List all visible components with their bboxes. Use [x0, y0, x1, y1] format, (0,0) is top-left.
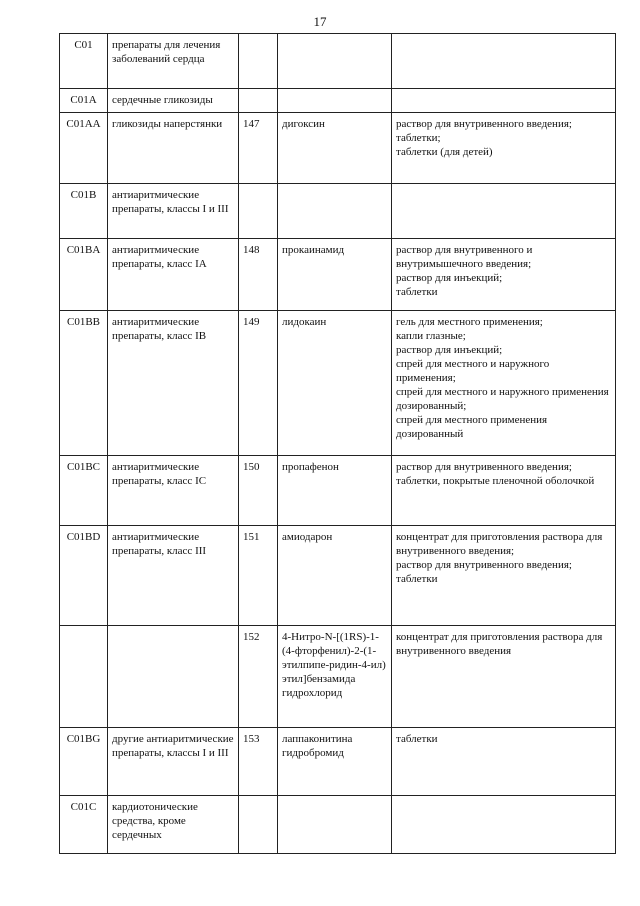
dosage-form: спрей для местного применения дозированный	[396, 414, 548, 440]
table-row	[60, 796, 616, 854]
atc-code: C01	[60, 34, 108, 89]
dosage-form: таблетки (для детей)	[396, 146, 493, 158]
drug-name: лаппаконитина гидробромид	[278, 728, 392, 796]
table-row	[60, 239, 616, 311]
dosage-form: гель для местного применения;	[396, 316, 543, 328]
atc-code: C01B	[60, 184, 108, 239]
dosage-form: таблетки;	[396, 132, 441, 144]
atc-code: C01C	[60, 796, 108, 854]
drug-name: пропафенон	[278, 456, 392, 526]
row-number	[239, 796, 278, 854]
dosage-form: спрей для местного и наружного применения дозированный;	[396, 386, 609, 412]
drug-name: прокаинамид	[278, 239, 392, 311]
dosage-form: раствор для внутривенного введения;	[396, 118, 572, 130]
table-row	[60, 113, 616, 184]
atc-group: гликозиды наперстянки	[108, 113, 239, 184]
atc-code: C01BG	[60, 728, 108, 796]
row-number: 153	[239, 728, 278, 796]
atc-group: сердечные гликозиды	[108, 89, 239, 113]
drug-name	[278, 796, 392, 854]
row-number: 149	[239, 311, 278, 456]
row-number	[239, 184, 278, 239]
row-number	[239, 89, 278, 113]
drug-name	[278, 184, 392, 239]
table-row	[60, 526, 616, 626]
table-row	[60, 34, 616, 89]
page-number: 17	[313, 14, 327, 29]
drug-table	[59, 33, 616, 854]
drug-name	[278, 34, 392, 89]
atc-code: C01BB	[60, 311, 108, 456]
dosage-form: спрей для местного и наружного применения;	[396, 358, 550, 384]
table-row	[60, 626, 616, 728]
atc-group: антиаритмические препараты, классы I и III	[108, 184, 239, 239]
row-number: 150	[239, 456, 278, 526]
row-number	[239, 34, 278, 89]
dosage-form: раствор для внутривенного и внутримышечного введения;	[396, 244, 533, 270]
dosage-forms	[392, 626, 616, 728]
dosage-form: концентрат для приготовления раствора для внутривенного введения;	[396, 531, 603, 557]
atc-group: антиаритмические препараты, класс IA	[108, 239, 239, 311]
table-row	[60, 184, 616, 239]
row-number: 147	[239, 113, 278, 184]
dosage-forms	[392, 113, 616, 184]
dosage-form: концентрат для приготовления раствора для внутривенного введения	[396, 631, 603, 657]
table-row	[60, 89, 616, 113]
table-row	[60, 728, 616, 796]
atc-group: препараты для лечения заболеваний сердца	[108, 34, 239, 89]
row-number: 148	[239, 239, 278, 311]
dosage-form: раствор для внутривенного введения;	[396, 559, 572, 571]
dosage-forms	[392, 311, 616, 456]
dosage-form: раствор для внутривенного введения;	[396, 461, 572, 473]
dosage-form: таблетки, покрытые пленочной оболочкой	[396, 475, 595, 487]
atc-code	[60, 626, 108, 728]
atc-code: C01BD	[60, 526, 108, 626]
atc-group: другие антиаритмические препараты, классы I и III	[108, 728, 239, 796]
drug-name: дигоксин	[278, 113, 392, 184]
drug-name: амиодарон	[278, 526, 392, 626]
atc-group: антиаритмические препараты, класс IB	[108, 311, 239, 456]
dosage-forms	[392, 526, 616, 626]
dosage-form: таблетки	[396, 733, 438, 745]
drug-name: 4-Нитро-N-[(1RS)-1-(4-фторфенил)-2-(1-этилпипе-ридин-4-ил) этил]бензамида гидрохлорид	[278, 626, 392, 728]
atc-code: C01BA	[60, 239, 108, 311]
atc-group: антиаритмические препараты, класс IC	[108, 456, 239, 526]
dosage-forms	[392, 239, 616, 311]
dosage-forms	[392, 456, 616, 526]
dosage-forms	[392, 34, 616, 89]
dosage-form: капли глазные;	[396, 330, 466, 342]
drug-name: лидокаин	[278, 311, 392, 456]
dosage-forms	[392, 796, 616, 854]
row-number: 152	[239, 626, 278, 728]
dosage-form: раствор для инъекций;	[396, 272, 503, 284]
atc-group: кардиотонические средства, кроме сердечных	[108, 796, 239, 854]
dosage-form: таблетки	[396, 286, 438, 298]
atc-group: антиаритмические препараты, класс III	[108, 526, 239, 626]
drug-name	[278, 89, 392, 113]
atc-code: C01AA	[60, 113, 108, 184]
atc-group	[108, 626, 239, 728]
dosage-form: раствор для инъекций;	[396, 344, 503, 356]
table-row	[60, 456, 616, 526]
dosage-forms	[392, 89, 616, 113]
dosage-forms	[392, 184, 616, 239]
atc-code: C01A	[60, 89, 108, 113]
table-row	[60, 311, 616, 456]
dosage-form: таблетки	[396, 573, 438, 585]
dosage-forms	[392, 728, 616, 796]
row-number: 151	[239, 526, 278, 626]
atc-code: C01BC	[60, 456, 108, 526]
